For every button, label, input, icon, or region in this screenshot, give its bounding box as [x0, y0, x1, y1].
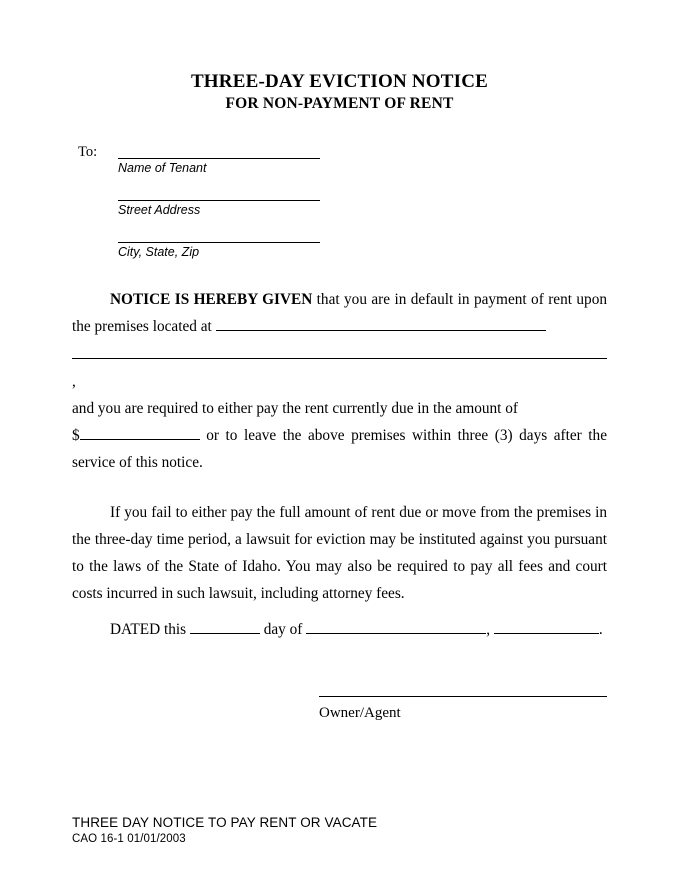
title-line-secondary: FOR NON-PAYMENT OF RENT — [225, 95, 454, 113]
failure-paragraph: If you fail to either pay the full amount of rent due or move from the premises in the three-day time period, a lawsuit for eviction may be instituted against you pursuant to the laws of the State of Idaho. You may also be required to pay all fees and court costs incurred in such lawsuit, including attorney fees. — [72, 503, 607, 603]
notice-text-part2: , — [72, 372, 76, 390]
notice-paragraph-line3 — [72, 395, 607, 422]
dated-prefix: DATED this — [110, 620, 190, 638]
premises-location-blank[interactable] — [216, 330, 546, 331]
city-state-zip-rule[interactable] — [118, 226, 320, 243]
dated-comma: , — [486, 620, 494, 638]
notice-text-part4: or to leave the above premises within three (3) days after the service of this notice. — [72, 427, 607, 472]
dated-mid: day of — [259, 620, 307, 638]
notice-paragraph-block — [72, 286, 607, 477]
dated-day-blank[interactable] — [190, 633, 260, 634]
notice-paragraph — [72, 286, 607, 340]
tenant-name-rule[interactable] — [118, 142, 320, 159]
street-address-rule[interactable] — [118, 184, 320, 201]
street-address-caption: Street Address — [118, 203, 201, 218]
dated-line-block — [72, 616, 607, 643]
signature-block — [72, 695, 607, 751]
failure-paragraph-block — [72, 499, 607, 608]
signature-label: Owner/Agent — [319, 704, 401, 721]
document-body — [72, 70, 607, 751]
city-state-zip-caption: City, State, Zip — [118, 245, 200, 260]
dated-month-blank[interactable] — [306, 633, 486, 634]
currency-symbol: $ — [72, 427, 80, 445]
footer-form-code: CAO 16-1 01/01/2003 — [72, 833, 186, 845]
premises-location-blank-cont[interactable] — [72, 358, 607, 359]
addressee-block — [72, 142, 607, 264]
amount-due-blank[interactable] — [80, 439, 200, 440]
dated-end: . — [598, 620, 603, 638]
dated-year-blank[interactable] — [494, 633, 599, 634]
title-line-primary: THREE-DAY EVICTION NOTICE — [190, 71, 489, 92]
notice-text-part3: and you are required to either pay the rent currently due in the amount of — [72, 400, 518, 418]
dated-line — [72, 616, 607, 643]
signature-rule[interactable] — [319, 695, 607, 697]
tenant-name-caption: Name of Tenant — [118, 161, 207, 176]
tenant-name-field[interactable] — [118, 142, 320, 175]
notice-heading: NOTICE IS HEREBY GIVEN — [110, 291, 313, 309]
city-state-zip-field[interactable] — [118, 226, 320, 259]
to-label: To: — [78, 144, 98, 161]
street-address-field[interactable] — [118, 184, 320, 217]
notice-text-part1: that you are in default in payment of rent upon the premises located at — [72, 291, 608, 336]
notice-paragraph-line4 — [72, 422, 607, 476]
document-title — [72, 70, 607, 114]
document-footer — [72, 815, 377, 845]
notice-paragraph-line2 — [72, 341, 607, 395]
footer-title: THREE DAY NOTICE TO PAY RENT OR VACATE — [72, 815, 378, 830]
